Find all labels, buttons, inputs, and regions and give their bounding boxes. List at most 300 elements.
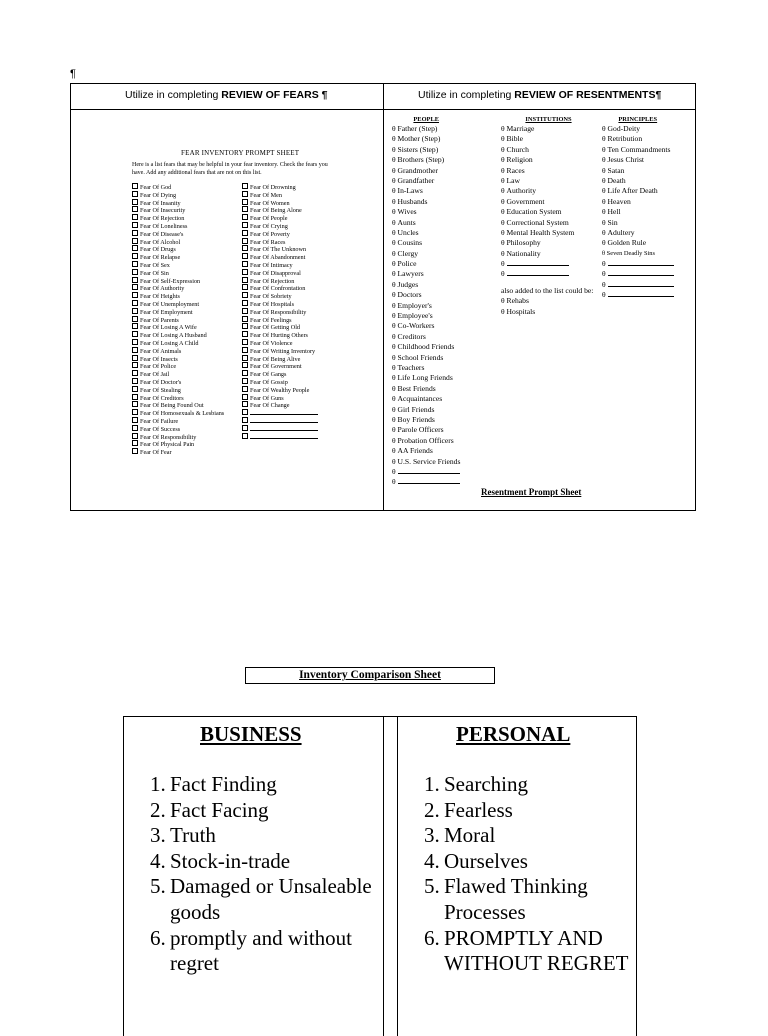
checkbox-icon[interactable] [132, 230, 138, 236]
resentment-item-label: Mental Health System [506, 227, 575, 237]
fear-item [242, 191, 318, 199]
checkbox-icon[interactable] [132, 386, 138, 392]
resentment-item [501, 197, 596, 207]
fear-item [132, 394, 224, 402]
comparison-item-number: 3. [150, 823, 166, 848]
checkbox-icon[interactable] [242, 347, 248, 353]
checkbox-icon[interactable] [132, 214, 138, 220]
personal-heading: PERSONAL [456, 722, 571, 746]
theta-bullet-icon: θ [392, 456, 398, 466]
comparison-item-text: promptly and without regret [170, 925, 352, 976]
theta-bullet-icon: θ [392, 300, 398, 310]
resentment-item [392, 290, 460, 300]
fear-item-label: Fear Of Being Alone [250, 207, 302, 215]
resentment-item-label: Probation Officers [397, 435, 454, 445]
theta-bullet-icon: θ [501, 217, 507, 227]
fear-item-label: Fear Of Getting Old [250, 324, 301, 332]
theta-bullet-icon: θ [602, 279, 608, 289]
fear-item [132, 292, 224, 300]
resentment-item-label: Sisters (Step) [397, 144, 439, 154]
checkbox-icon[interactable] [242, 277, 248, 283]
comparison-item-text: Moral [444, 823, 496, 848]
fear-item [132, 214, 224, 222]
theta-bullet-icon: θ [602, 134, 608, 144]
comparison-item-number: 1. [150, 772, 166, 796]
comparison-item [424, 798, 634, 824]
theta-bullet-icon: θ [501, 296, 507, 306]
fill-in-line[interactable] [507, 269, 569, 276]
checkbox-icon[interactable] [242, 199, 248, 205]
checkbox-icon[interactable] [132, 339, 138, 345]
resentment-item [501, 207, 596, 217]
resentment-item-label: AA Friends [397, 446, 433, 456]
comparison-item-number: 2. [150, 797, 166, 822]
fear-item-label: Fear Of Losing A Wife [140, 324, 197, 332]
fear-item [242, 339, 318, 347]
resentment-item [392, 269, 460, 279]
principles-column-head: PRINCIPLES [618, 116, 658, 123]
theta-bullet-icon: θ [602, 124, 608, 133]
fear-sheet-intro: Here is a list fears that may be helpful in your fear inventory. Check the fears you have. Add any additional fears that are not on this list. [132, 162, 328, 176]
checkbox-icon[interactable] [242, 292, 248, 298]
comparison-item-text: Fact Facing [170, 797, 269, 822]
fear-item [132, 191, 224, 199]
fear-item-label: Fear Of Stealing [140, 386, 181, 394]
theta-bullet-icon: θ [392, 331, 398, 341]
checkbox-icon[interactable] [242, 269, 248, 275]
theta-bullet-icon: θ [392, 311, 398, 321]
resentment-item-label: Boy Friends [397, 414, 435, 424]
checkbox-icon[interactable] [242, 433, 248, 439]
checkbox-icon[interactable] [132, 253, 138, 259]
fill-in-line[interactable] [608, 290, 674, 297]
fear-item [242, 308, 318, 316]
theta-bullet-icon: θ [392, 279, 398, 289]
checkbox-icon[interactable] [132, 355, 138, 361]
fear-list-column-1 [132, 183, 224, 456]
checkbox-icon[interactable] [132, 331, 138, 337]
theta-bullet-icon: θ [392, 425, 398, 435]
checkbox-icon[interactable] [132, 206, 138, 212]
resentment-item-label: Acquaintances [397, 394, 443, 404]
fear-item-label: Fear Of Violence [250, 339, 293, 347]
checkbox-icon[interactable] [242, 183, 248, 189]
fear-item [242, 277, 318, 285]
checkbox-icon[interactable] [132, 245, 138, 251]
resentment-item-label: Sin [607, 217, 618, 227]
fear-item-label: Fear Of Sobriety [250, 293, 292, 301]
theta-bullet-icon: θ [501, 269, 507, 279]
fear-item [132, 323, 224, 331]
fear-sheet-title: FEAR INVENTORY PROMPT SHEET [181, 149, 300, 157]
resentment-item [602, 166, 674, 176]
comparison-divider-right [397, 717, 398, 1036]
theta-bullet-icon: θ [501, 186, 507, 196]
theta-bullet-icon: θ [501, 134, 507, 144]
fear-item [242, 355, 318, 363]
checkbox-icon[interactable] [242, 339, 248, 345]
resentment-item-label: Authority [506, 186, 537, 196]
checkbox-icon[interactable] [132, 277, 138, 283]
checkbox-icon[interactable] [132, 191, 138, 197]
resentment-item-label: Girl Friends [397, 404, 435, 414]
personal-list [424, 772, 634, 977]
fear-item [132, 448, 224, 456]
comparison-item [424, 772, 634, 798]
checkbox-icon[interactable] [242, 362, 248, 368]
checkbox-icon[interactable] [132, 401, 138, 407]
fear-item [132, 386, 224, 394]
checkbox-icon[interactable] [242, 355, 248, 361]
comparison-sheet-title: Inventory Comparison Sheet [245, 667, 495, 684]
fear-item-label: Fear Of Homosexuals & Lesbians [140, 410, 225, 418]
resentment-item [392, 134, 460, 144]
fear-item [242, 183, 318, 191]
fear-item-label: Fear Of Responsibility [140, 433, 197, 441]
checkbox-icon[interactable] [132, 378, 138, 384]
fear-item [132, 347, 224, 355]
comparison-item-number: 4. [424, 848, 440, 873]
fear-item-label: Fear Of Drowning [250, 184, 296, 191]
fill-in-line[interactable] [250, 433, 318, 439]
fear-item [242, 245, 318, 253]
fear-item [132, 222, 224, 230]
resentment-item-label: Parole Officers [397, 425, 444, 435]
checkbox-icon[interactable] [242, 323, 248, 329]
comparison-item [150, 772, 380, 798]
resentment-item-label: Golden Rule [607, 238, 647, 248]
theta-bullet-icon: θ [602, 259, 608, 269]
theta-bullet-icon: θ [602, 227, 608, 237]
resentment-item [501, 124, 596, 134]
fill-in-line[interactable] [250, 409, 318, 415]
resentment-item [392, 373, 460, 383]
resentment-item [392, 311, 460, 321]
checkbox-icon[interactable] [242, 253, 248, 259]
fear-item [242, 401, 318, 409]
checkbox-icon[interactable] [132, 323, 138, 329]
fear-item-label: Fear Of Being Found Out [140, 402, 204, 410]
fear-item-label: Fear Of Insecurity [140, 207, 186, 215]
resentment-blank-item [501, 259, 596, 269]
resentment-item-label: Police [397, 259, 417, 269]
resentment-item [602, 176, 674, 186]
checkbox-icon[interactable] [132, 417, 138, 423]
theta-bullet-icon: θ [602, 155, 608, 165]
theta-bullet-icon: θ [501, 155, 507, 165]
fear-item-label: Fear Of Responsibility [250, 308, 307, 316]
checkbox-icon[interactable] [242, 245, 248, 251]
resentment-item-label: Father (Step) [397, 124, 438, 133]
theta-bullet-icon: θ [392, 217, 398, 227]
resentment-item-label: Government [506, 196, 545, 206]
theta-bullet-icon: θ [392, 394, 398, 404]
resentment-item-label: Philosophy [506, 238, 541, 248]
checkbox-icon[interactable] [132, 308, 138, 314]
fear-item [242, 253, 318, 261]
fear-item [132, 440, 224, 448]
checkbox-icon[interactable] [132, 222, 138, 228]
fear-item [132, 417, 224, 425]
theta-bullet-icon: θ [392, 435, 398, 445]
checkbox-icon[interactable] [242, 409, 248, 415]
fear-item-label: Fear Of Being Alive [250, 355, 301, 363]
checkbox-icon[interactable] [132, 448, 138, 454]
fear-blank-item [242, 409, 318, 417]
comparison-item [424, 849, 634, 875]
resentment-item-label: Grandfather [397, 175, 435, 185]
comparison-table [123, 716, 637, 1036]
resentment-item-label: Mother (Step) [397, 134, 441, 144]
fear-item [132, 261, 224, 269]
resentment-item [501, 307, 596, 317]
fear-item [132, 238, 224, 246]
theta-bullet-icon: θ [501, 238, 507, 248]
fear-item [242, 222, 318, 230]
checkbox-icon[interactable] [242, 300, 248, 306]
fear-item-label: Fear Of Men [250, 191, 282, 199]
theta-bullet-icon: θ [602, 144, 608, 154]
checkbox-icon[interactable] [132, 316, 138, 322]
fear-item [242, 370, 318, 378]
fear-inventory-prompt-sheet [71, 109, 383, 509]
comparison-item-number: 6. [150, 925, 166, 950]
checkbox-icon[interactable] [132, 300, 138, 306]
checkbox-icon[interactable] [242, 401, 248, 407]
fear-blank-item [242, 425, 318, 433]
checkbox-icon[interactable] [132, 440, 138, 446]
checkbox-icon[interactable] [132, 409, 138, 415]
resentment-item [602, 228, 674, 238]
fear-item [132, 183, 224, 191]
checkbox-icon[interactable] [242, 378, 248, 384]
comparison-item [150, 874, 380, 925]
fear-item [132, 206, 224, 214]
fear-item-label: Fear Of Sin [140, 269, 169, 277]
theta-bullet-icon: θ [392, 134, 398, 144]
resentment-item-label: Best Friends [397, 383, 436, 393]
resentment-item [501, 155, 596, 165]
theta-bullet-icon: θ [602, 290, 608, 300]
checkbox-icon[interactable] [132, 347, 138, 353]
fear-item [242, 378, 318, 386]
checkbox-icon[interactable] [242, 417, 248, 423]
fear-item-label: Fear Of Feelings [250, 316, 292, 324]
institutions-column-head: INSTITUTIONS [525, 116, 572, 123]
resentment-item [392, 301, 460, 311]
checkbox-icon[interactable] [132, 269, 138, 275]
theta-bullet-icon: θ [501, 248, 507, 258]
fear-item-label: Fear Of Change [250, 402, 290, 410]
resentment-item-label: Religion [506, 155, 533, 165]
resentment-item [602, 218, 674, 228]
comparison-item [424, 823, 634, 849]
comparison-item [424, 874, 634, 925]
resentment-item [392, 394, 460, 404]
fear-item [242, 261, 318, 269]
theta-bullet-icon: θ [602, 207, 608, 217]
comparison-item [424, 926, 634, 977]
theta-bullet-icon: θ [501, 306, 507, 316]
theta-bullet-icon: θ [501, 207, 507, 217]
fill-in-line[interactable] [608, 269, 674, 276]
fear-item [242, 199, 318, 207]
resentment-item-label: Rehabs [506, 296, 529, 306]
resentments-header-bold: REVIEW OF RESENTMENTS¶ [514, 89, 662, 101]
fill-in-line[interactable] [398, 477, 460, 484]
checkbox-icon[interactable] [132, 183, 138, 189]
fear-item-label: Fear Of Losing A Child [140, 339, 199, 347]
resentment-item-label: Creditors [397, 331, 426, 341]
checkbox-icon[interactable] [242, 214, 248, 220]
fear-item-label: Fear Of Disease's [140, 230, 184, 238]
checkbox-icon[interactable] [132, 370, 138, 376]
fear-item [132, 370, 224, 378]
checkbox-icon[interactable] [242, 425, 248, 431]
checkbox-icon[interactable] [242, 238, 248, 244]
resentment-item [501, 228, 596, 238]
fear-item [132, 409, 224, 417]
checkbox-icon[interactable] [242, 222, 248, 228]
checkbox-icon[interactable] [132, 284, 138, 290]
checkbox-icon[interactable] [242, 191, 248, 197]
resentment-item [392, 145, 460, 155]
fears-header-prefix: Utilize in completing [125, 89, 222, 101]
resentment-item-label: Employee's [397, 311, 433, 321]
checkbox-icon[interactable] [132, 199, 138, 205]
fear-item [132, 199, 224, 207]
resentment-item-label: Nationality [506, 248, 541, 258]
resentment-item [392, 342, 460, 352]
theta-bullet-icon: θ [392, 186, 398, 196]
checkbox-icon[interactable] [242, 331, 248, 337]
resentment-item [392, 124, 460, 134]
resentment-item-label: Teachers [397, 362, 425, 372]
resentment-item [602, 238, 674, 248]
checkbox-icon[interactable] [242, 308, 248, 314]
resentment-item-label: Aunts [397, 217, 416, 227]
comparison-item-text: Ourselves [444, 848, 528, 873]
resentment-item [392, 321, 460, 331]
resentment-item-label: God-Deity [607, 124, 641, 133]
resentment-item [392, 207, 460, 217]
checkbox-icon[interactable] [132, 261, 138, 267]
fill-in-line[interactable] [398, 467, 460, 474]
theta-bullet-icon: θ [392, 342, 398, 352]
comparison-item-number: 5. [424, 874, 440, 899]
fill-in-line[interactable] [250, 417, 318, 423]
fear-item-label: Fear Of God [140, 184, 172, 191]
theta-bullet-icon: θ [392, 227, 398, 237]
fear-item-label: Fear Of Failure [140, 417, 179, 425]
fill-in-line[interactable] [250, 425, 318, 431]
checkbox-icon[interactable] [242, 386, 248, 392]
comparison-item-number: 3. [424, 823, 440, 848]
institutions-column [501, 115, 596, 317]
resentment-item-label: Jesus Christ [607, 155, 645, 165]
checkbox-icon[interactable] [242, 370, 248, 376]
fear-item-label: Fear Of Rejection [140, 215, 185, 223]
checkbox-icon[interactable] [242, 284, 248, 290]
resentment-item [392, 155, 460, 165]
resentment-item-label: Ten Commandments [607, 144, 671, 154]
resentment-blank-item [602, 290, 674, 300]
resentment-item-label: Childhood Friends [397, 342, 455, 352]
fear-item-label: Fear Of Guns [250, 394, 284, 402]
resentment-item [392, 186, 460, 196]
resentment-item-label: Employer's [397, 300, 432, 310]
fill-in-line[interactable] [608, 259, 674, 266]
theta-bullet-icon: θ [602, 196, 608, 206]
resentment-item-label: Judges [397, 279, 419, 289]
checkbox-icon[interactable] [242, 206, 248, 212]
theta-bullet-icon: θ [392, 259, 398, 269]
fill-in-line[interactable] [608, 280, 674, 287]
resentment-item [501, 218, 596, 228]
checkbox-icon[interactable] [132, 362, 138, 368]
theta-bullet-icon: θ [392, 404, 398, 414]
theta-bullet-icon: θ [392, 352, 398, 362]
checkbox-icon[interactable] [132, 292, 138, 298]
institutions-note: also added to the list could be: [501, 285, 594, 295]
fear-item-label: Fear Of Doctor's [140, 378, 182, 386]
theta-bullet-icon: θ [501, 196, 507, 206]
theta-bullet-icon: θ [602, 217, 608, 227]
resentment-blank-item [392, 467, 460, 477]
fear-item-label: Fear Of People [250, 215, 288, 223]
resentment-sheet-footer: Resentment Prompt Sheet [481, 487, 582, 497]
resentment-item [392, 363, 460, 373]
resentment-item-label: Seven Deadly Sins [606, 249, 655, 257]
comparison-item-text: Truth [170, 823, 216, 848]
fill-in-line[interactable] [507, 259, 569, 266]
fear-item [132, 300, 224, 308]
fear-item-label: Fear Of Unemployment [140, 300, 200, 308]
resentment-item [501, 145, 596, 155]
fear-item-label: Fear Of Losing A Husband [140, 332, 207, 340]
fear-item-label: Fear Of Hurting Others [250, 332, 308, 340]
checkbox-icon[interactable] [242, 316, 248, 322]
resentment-item-label: Life Long Friends [397, 373, 453, 383]
resentment-item-label: Doctors [397, 290, 422, 300]
comparison-item-text: Flawed Thinking Processes [444, 874, 588, 924]
resentment-item [392, 415, 460, 425]
checkbox-icon[interactable] [132, 425, 138, 431]
checkbox-icon[interactable] [132, 394, 138, 400]
theta-bullet-icon: θ [602, 175, 608, 185]
resentment-item-label: Bible [506, 134, 523, 144]
resentment-item [501, 166, 596, 176]
resentment-item [392, 249, 460, 259]
comparison-item-text: PROMPTLY AND WITHOUT REGRET [444, 925, 629, 976]
checkbox-icon[interactable] [242, 261, 248, 267]
fear-item-label: Fear Of Success [140, 425, 181, 433]
pilcrow-mark: ¶ [70, 68, 76, 80]
checkbox-icon[interactable] [132, 433, 138, 439]
fear-item [242, 284, 318, 292]
checkbox-icon[interactable] [132, 238, 138, 244]
theta-bullet-icon: θ [501, 124, 507, 133]
resentment-item-label: School Friends [397, 352, 444, 362]
checkbox-icon[interactable] [242, 230, 248, 236]
checkbox-icon[interactable] [242, 394, 248, 400]
fear-item [132, 355, 224, 363]
fear-item-label: Fear Of Writing Inventory [250, 347, 316, 355]
fear-item [242, 206, 318, 214]
resentment-item-label: Cousins [397, 238, 423, 248]
fear-item-label: Fear Of The Unknown [250, 246, 307, 254]
theta-bullet-icon: θ [501, 144, 507, 154]
